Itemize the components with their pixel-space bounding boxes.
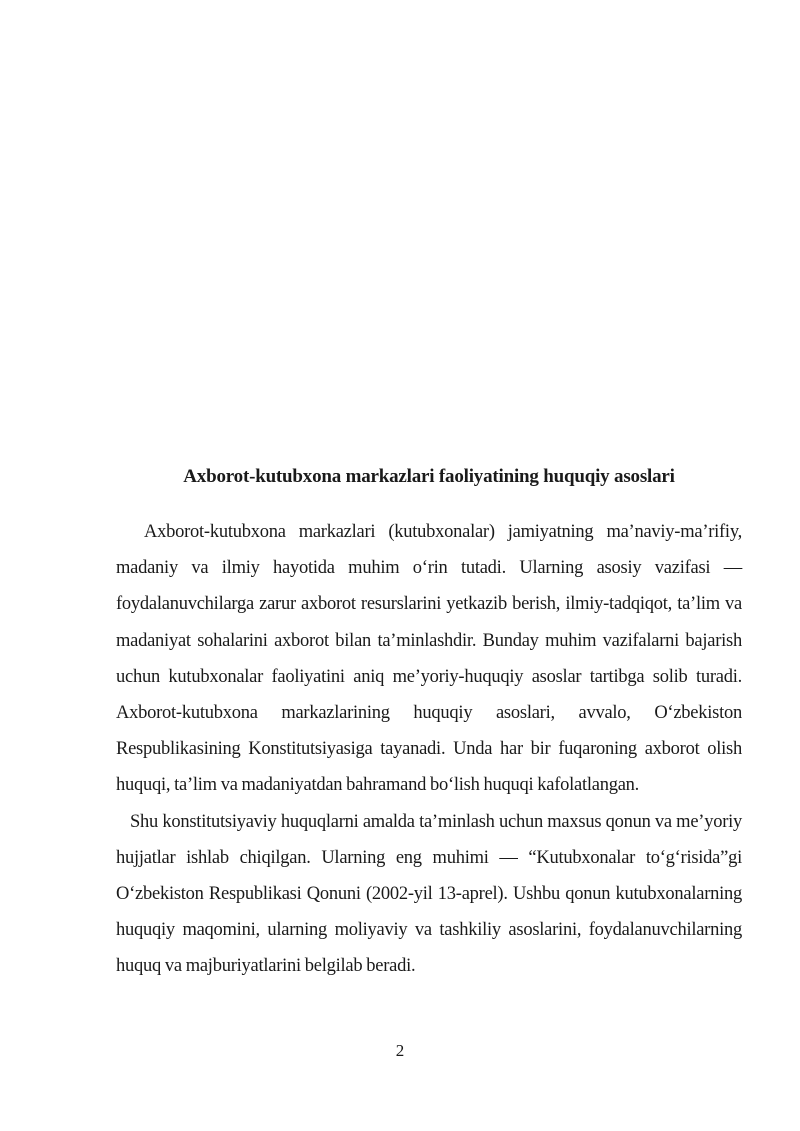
- paragraph-1: Axborot-kutubxona markazlari (kutubxonalar) jamiyatning ma’naviy-ma’rifiy, madaniy va ilmiy hayotida muhim o‘rin tutadi. Ularning asosiy vazifasi — foydalanuvchilarga zarur axborot resurslarini yetkazib berish, ilmiy-tadqiqot, ta’lim va madaniyat sohalarini axborot bilan ta’minlashdir. Bunday muhim vazifalarni bajarish uchun kutubxonalar faoliyatini aniq me’yoriy-huquqiy asoslar tartibga solib turadi. Axborot-kutubxona markazlarining huquqiy asoslari, avvalo, O‘zbekiston Respublikasining Konstitutsiyasiga tayanadi. Unda har bir fuqaroning axborot olish huquqi, ta’lim va madaniyatdan bahramand bo‘lish huquqi kafolatlangan.: [116, 522, 742, 796]
- page-number: 2: [395, 1041, 405, 1060]
- section-heading: Axborot-kutubxona markazlari faoliyatining huquqiy asoslari: [183, 466, 675, 487]
- body-text: [116, 514, 742, 985]
- paragraph-2: Shu konstitutsiyaviy huquqlarni amalda ta’minlash uchun maxsus qonun va me’yoriy hujjatlar ishlab chiqilgan. Ularning eng muhimi — “Kutubxonalar to‘g‘risida”gi O‘zbekiston Respublikasi Qonuni (2002-yil 13-aprel). Ushbu qonun kutubxonalarning huquqiy maqomini, ularning moliyaviy va tashkiliy asoslarini, foydalanuvchilarning huquq va majburiyatlarini belgilab beradi.: [116, 811, 742, 977]
